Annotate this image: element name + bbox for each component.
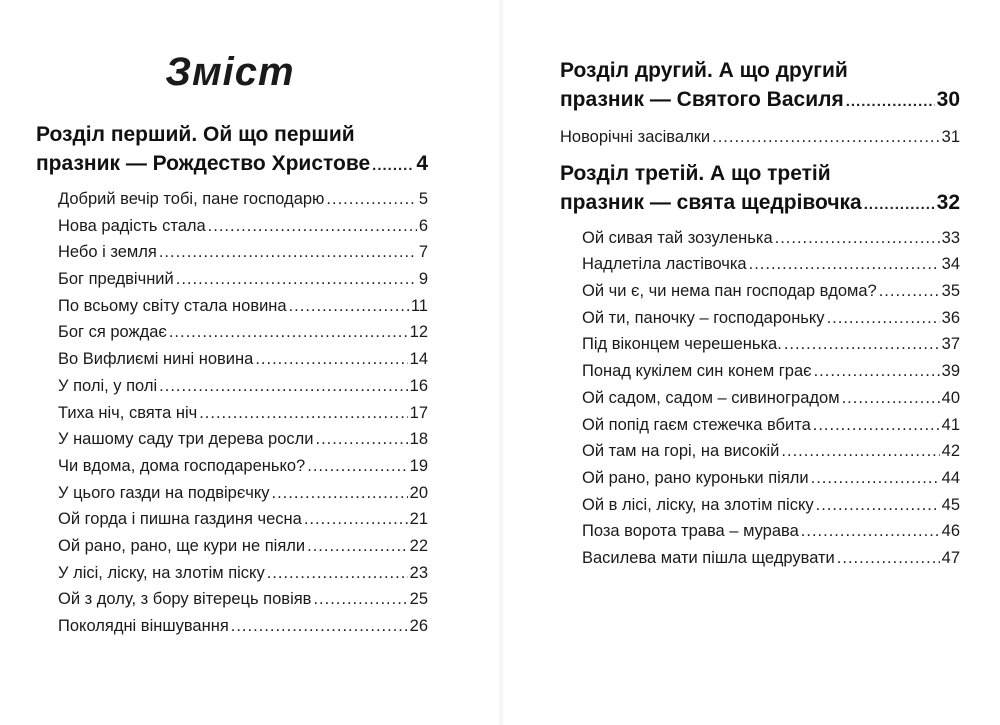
dot-leader [307, 453, 407, 480]
toc-entry-title: Ой рано, рано, ще кури не піяли [58, 536, 306, 555]
toc-entry-title: Ой з долу, з бору вітерець повіяв [58, 590, 312, 609]
dot-leader [811, 465, 940, 492]
section-three-title-line2-row [560, 188, 960, 219]
dot-leader [879, 278, 940, 305]
toc-entry-page: 21 [409, 510, 428, 529]
toc-entry-page: 9 [418, 270, 428, 289]
dot-leader [231, 613, 408, 640]
toc-entry-page: 31 [941, 128, 960, 146]
toc-entry-title: Ой горда і пишна газдиня чесна [58, 510, 302, 529]
toc-entry-page: 5 [418, 190, 428, 208]
toc-entry[interactable] [58, 533, 428, 560]
section-two-title-line1: Розділ другий. А що другий [560, 59, 848, 82]
toc-entry[interactable] [582, 438, 960, 465]
section-two [560, 56, 960, 151]
toc-entry-title: У полі, у полі [58, 376, 158, 395]
toc-entry-page: 33 [941, 228, 960, 247]
section-one-title-line1: Розділ перший. Ой що перший [36, 123, 355, 146]
toc-entry[interactable] [58, 426, 428, 453]
toc-entry-title: Чи вдома, дома господаренько? [58, 456, 306, 475]
section-three-title-line2: празник — свята щедрівочка [560, 190, 862, 214]
toc-entry-title: Поза ворота трава – мурава [582, 522, 799, 541]
section-one-title-line2: празник — Рождество Христове [36, 152, 371, 175]
toc-entry-title: Бог ся рождає [58, 323, 167, 342]
toc-entry-page: 6 [418, 216, 428, 235]
dot-leader [749, 251, 940, 278]
toc-entry[interactable] [582, 251, 960, 278]
toc-entry[interactable] [582, 225, 960, 252]
dot-leader [846, 87, 935, 116]
toc-entry-page: 47 [941, 548, 960, 567]
dot-leader [837, 545, 940, 572]
toc-entry-title: Ой попід гаєм стежечка вбита [582, 415, 811, 434]
section-one-heading[interactable] [36, 120, 428, 180]
toc-entry-page: 46 [941, 522, 960, 541]
toc-entry-title: Василева мати пішла щедрувати [582, 548, 835, 567]
toc-entry[interactable] [582, 545, 960, 572]
dot-leader [272, 480, 408, 507]
toc-entry[interactable] [58, 186, 428, 213]
toc-entry-title: Ой ти, паночку – господароньку [582, 308, 825, 327]
dot-leader [267, 560, 408, 587]
section-one-page: 4 [416, 152, 428, 175]
toc-entry[interactable] [582, 518, 960, 545]
dot-leader [864, 190, 935, 219]
dot-leader [775, 225, 940, 252]
dot-leader [307, 533, 408, 560]
section-three [560, 159, 960, 572]
toc-entry-page: 42 [941, 442, 960, 461]
toc-entry-title: Ой сивая тай зозуленька [582, 228, 773, 247]
toc-entry-title: По всьому світу стала новина [58, 296, 287, 315]
toc-entry-title: Небо і земля [58, 243, 157, 262]
toc-entry-page: 7 [418, 243, 428, 262]
section-two-entries [560, 124, 960, 151]
toc-entry-title: Добрий вечір тобі, пане господарю [58, 190, 325, 208]
toc-entry-page: 14 [409, 350, 428, 369]
dot-leader [801, 518, 940, 545]
toc-entry-title: Ой чи є, чи нема пан господар вдома? [582, 282, 877, 301]
dot-leader [816, 492, 940, 519]
toc-entry[interactable] [58, 266, 428, 293]
toc-entry[interactable] [582, 465, 960, 492]
toc-entry-title: Ой рано, рано куроньки піяли [582, 468, 809, 487]
toc-entry-page: 40 [941, 388, 960, 407]
toc-entry-title: Під віконцем черешенька. [582, 335, 782, 354]
toc-entry-title: У цього газди на подвірєчку [58, 483, 270, 502]
toc-entry[interactable] [58, 373, 428, 400]
section-one-entries [36, 186, 428, 640]
dot-leader [712, 124, 940, 151]
dot-leader [814, 358, 940, 385]
left-page-column [36, 120, 428, 640]
dot-leader [372, 151, 414, 180]
toc-entry-page: 18 [409, 430, 428, 449]
toc-entry[interactable] [582, 278, 960, 305]
toc-entry-page: 36 [941, 308, 960, 327]
toc-entry-page: 16 [409, 376, 428, 395]
toc-entry-page: 23 [409, 563, 428, 582]
toc-entry-page: 34 [941, 255, 960, 274]
dot-leader [255, 346, 407, 373]
toc-entry[interactable] [58, 480, 428, 507]
toc-entry[interactable] [582, 385, 960, 412]
dot-leader [313, 586, 407, 613]
toc-entry[interactable] [58, 319, 428, 346]
toc-entry-title: У лісі, ліску, на злотім піску [58, 563, 265, 582]
toc-entry[interactable] [560, 124, 960, 151]
section-two-heading[interactable] [560, 56, 960, 116]
dot-leader [781, 438, 939, 465]
toc-entry-page: 25 [409, 590, 428, 609]
dot-leader [842, 385, 940, 412]
page-gutter [498, 0, 504, 725]
toc-entry-title: Бог предвічний [58, 270, 174, 289]
dot-leader [289, 293, 409, 320]
section-one-title-line2-row [36, 149, 428, 180]
dot-leader [304, 506, 408, 533]
dot-leader [159, 373, 407, 400]
toc-entry[interactable] [582, 305, 960, 332]
toc-entry-page: 17 [409, 403, 428, 422]
section-three-title-line1: Розділ третій. А що третій [560, 161, 831, 185]
dot-leader [784, 331, 940, 358]
toc-entry-title: Надлетіла ластівочка [582, 255, 747, 274]
toc-entry-page: 35 [941, 282, 960, 301]
toc-entry-page: 19 [409, 456, 428, 475]
toc-entry-title: Ой садом, садом – сивиноградом [582, 388, 840, 407]
toc-entry-title: Нова радість стала [58, 216, 206, 235]
dot-leader [813, 412, 940, 439]
section-two-page: 30 [936, 88, 960, 111]
dot-leader [176, 266, 417, 293]
toc-entry[interactable] [58, 453, 428, 480]
toc-entry[interactable] [58, 613, 428, 640]
toc-entry-title: Поколядні віншування [58, 617, 229, 635]
toc-entry-title: Новорічні засівалки [560, 128, 711, 146]
section-three-entries [560, 225, 960, 572]
toc-entry[interactable] [58, 400, 428, 427]
toc-entry-page: 26 [409, 617, 428, 635]
section-three-page: 32 [936, 190, 960, 214]
toc-entry-page: 45 [941, 495, 960, 514]
toc-entry-page: 39 [941, 362, 960, 381]
section-two-title-line2-row [560, 85, 960, 116]
section-three-heading[interactable] [560, 159, 960, 219]
toc-entry[interactable] [58, 293, 428, 320]
dot-leader [326, 186, 416, 213]
dot-leader [199, 400, 407, 427]
toc-entry[interactable] [58, 506, 428, 533]
toc-entry-page: 22 [409, 536, 428, 555]
toc-entry[interactable] [582, 358, 960, 385]
toc-entry-title: Тиха ніч, свята ніч [58, 403, 198, 422]
toc-entry-title: У нашому саду три дерева росли [58, 430, 314, 449]
toc-entry-page: 11 [410, 296, 428, 315]
dot-leader [159, 239, 417, 266]
toc-entry-title: Понад кукілем син конем грає [582, 362, 812, 381]
toc-entry[interactable] [582, 492, 960, 519]
toc-title: Зміст [165, 50, 295, 94]
section-two-title-line2: празник — Святого Василя [560, 88, 844, 111]
toc-entry[interactable] [58, 560, 428, 587]
toc-entry-title: Ой в лісі, ліску, на злотім піску [582, 495, 814, 514]
toc-entry-page: 41 [941, 415, 960, 434]
toc-entry-page: 37 [941, 335, 960, 354]
dot-leader [316, 426, 408, 453]
right-page-column [560, 56, 960, 572]
toc-entry[interactable] [58, 239, 428, 266]
toc-entry-page: 12 [409, 323, 428, 342]
toc-entry-page: 20 [409, 483, 428, 502]
toc-entry-title: Ой там на горі, на високій [582, 442, 780, 461]
toc-entry-title: Во Вифлиємі нині новина [58, 350, 254, 369]
dot-leader [827, 305, 940, 332]
toc-entry[interactable] [58, 586, 428, 613]
dot-leader [169, 319, 408, 346]
section-one [36, 120, 428, 640]
toc-entry[interactable] [582, 412, 960, 439]
toc-entry[interactable] [582, 331, 960, 358]
dot-leader [208, 213, 417, 240]
toc-entry-page: 44 [941, 468, 960, 487]
toc-entry[interactable] [58, 346, 428, 373]
toc-entry[interactable] [58, 213, 428, 240]
